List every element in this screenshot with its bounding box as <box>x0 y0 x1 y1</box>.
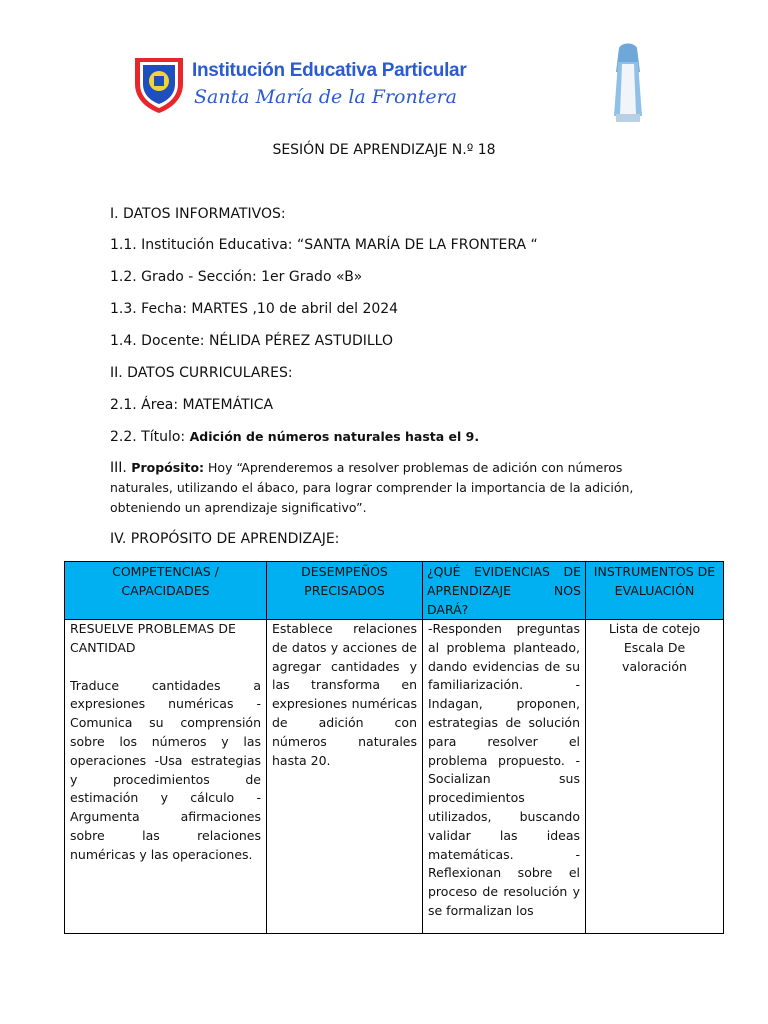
field-docente: 1.4. Docente: NÉLIDA PÉREZ ASTUDILLO <box>110 333 393 349</box>
titulo-value: Adición de números naturales hasta el 9. <box>189 429 480 444</box>
header-instrumentos: INSTRUMENTOS DE EVALUACIÓN <box>586 562 724 620</box>
field-institucion: 1.1. Institución Educativa: “SANTA MARÍA DE LA FRONTERA “ <box>110 237 538 253</box>
instrumento-item: Lista de cotejo <box>608 621 701 636</box>
institution-subtitle: Santa María de la Frontera <box>194 86 458 108</box>
cell-evidencias: -Responden preguntas al problema planteado, dando evidencias de su familiarización. - Indagan, proponen, estrategias de solución para resolver el problema propuesto. - Socializan sus procedimientos utilizados, buscando validar las ideas matemáticas. - Reflexionan sobre el proceso de resolución y se formalizan los <box>423 620 586 934</box>
field-fecha: 1.3. Fecha: MARTES ,10 de abril del 2024 <box>110 301 399 317</box>
competencia-title: RESUELVE PROBLEMAS DE CANTIDAD <box>70 621 236 655</box>
proposito-number: III. <box>110 460 132 476</box>
header-evidencias: ¿QUÉ EVIDENCIAS DE APRENDIZAJE NOS DARÁ? <box>423 562 586 620</box>
cell-desempenos: Establece relaciones de datos y acciones de agregar cantidades y las transforma en expresiones numéricas de adición con números naturales hasta 20. <box>267 620 423 934</box>
session-title: SESIÓN DE APRENDIZAJE N.º 18 <box>272 142 496 158</box>
cell-instrumentos <box>586 620 724 934</box>
school-shield-icon <box>132 54 186 114</box>
field-proposito <box>110 458 670 518</box>
cell-competencias <box>65 620 267 934</box>
section-datos-curriculares: II. DATOS CURRICULARES: <box>110 365 293 381</box>
header-desempenos: DESEMPEÑOS PRECISADOS <box>267 562 423 620</box>
learning-purpose-table <box>64 561 724 934</box>
institution-name: Institución Educativa Particular <box>192 60 467 81</box>
field-grado: 1.2. Grado - Sección: 1er Grado «B» <box>110 269 363 285</box>
proposito-label: Propósito: <box>131 460 205 475</box>
field-titulo <box>110 429 479 445</box>
instrumento-item: Escala De valoración <box>622 639 687 674</box>
institution-header <box>130 52 467 118</box>
section-datos-informativos: I. DATOS INFORMATIVOS: <box>110 206 286 222</box>
proposito-text: Hoy “Aprenderemos a resolver problemas de adición con números naturales, utilizando el ábaco, para lograr comprender la importancia de la adición, obteniendo un aprendizaje significativo”. <box>110 460 634 515</box>
section-proposito-aprendizaje: IV. PROPÓSITO DE APRENDIZAJE: <box>110 531 340 547</box>
table-row <box>65 620 724 934</box>
header-competencias: COMPETENCIAS / CAPACIDADES <box>65 562 267 620</box>
competencia-capacidades: Traduce cantidades a expresiones numéricas -Comunica su comprensión sobre los números y las operaciones -Usa estrategias y procedimientos de estimación y cálculo -Argumenta afirmaciones sobre las relaciones numéricas y las operaciones. <box>70 677 261 862</box>
field-area: 2.1. Área: MATEMÁTICA <box>110 397 274 413</box>
virgin-mary-statue-icon <box>608 42 648 124</box>
table-header-row <box>65 562 724 620</box>
titulo-label: 2.2. Título: <box>110 429 190 445</box>
